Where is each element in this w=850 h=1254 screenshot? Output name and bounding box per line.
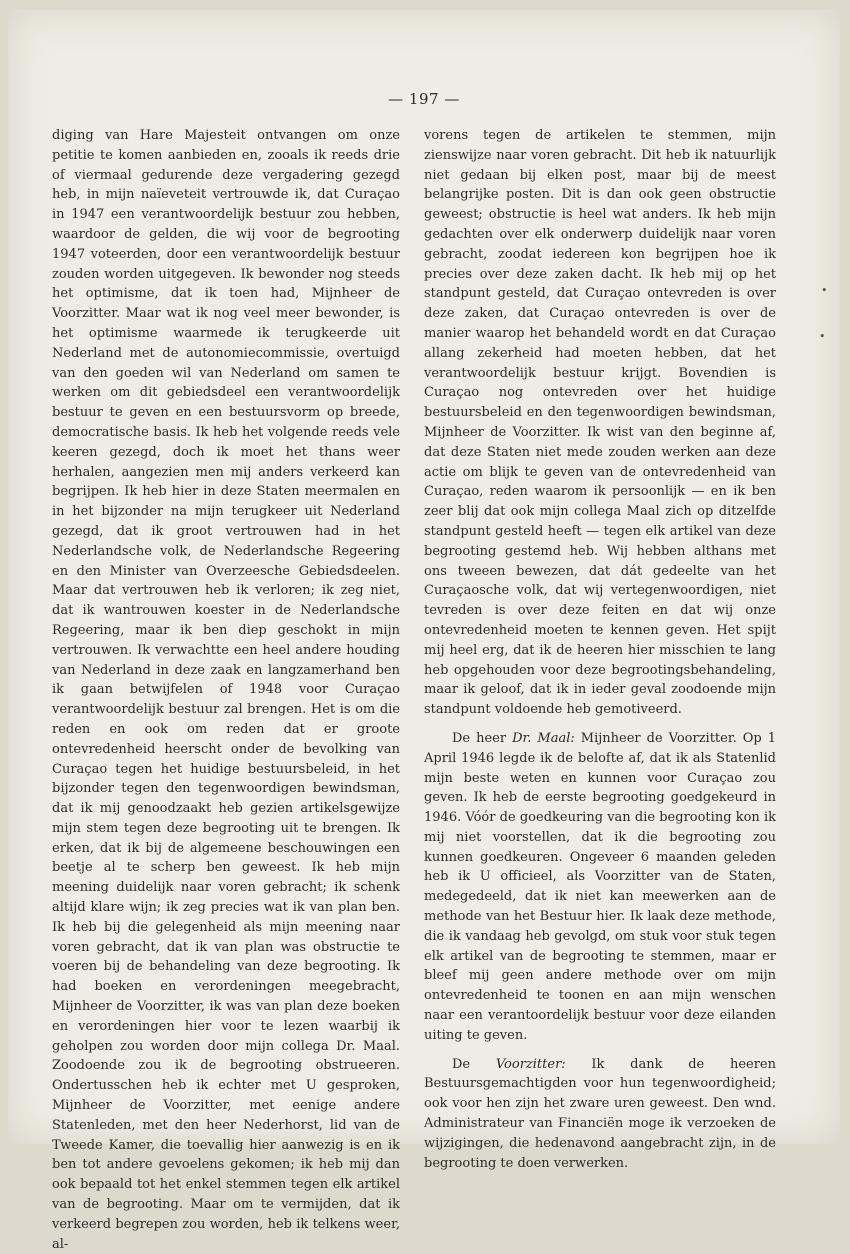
speaker-name: Dr. Maal:	[512, 730, 575, 746]
margin-dot-mark: •	[821, 284, 828, 297]
paragraph-text: Mijnheer de Voorzitter. Op 1 April 1946 legde ik de belofte af, dat ik als Statenlid mijn beste weten en kunnen voor Curaçao zou geven. Ik heb de eerste begrooting goedgekeurd in 1946. Vóór de goedkeuring van die begrooting kon ik mij niet voorstellen, dat ik die begrooting zou kunnen goedkeuren. Ongeveer 6 maanden geleden heb ik U officieel, als Voorzitter van de Staten, medegedeeld, dat ik niet kan meewerken aan de methode van het Bestuur hier. Ik laak deze methode, die ik vandaag heb gevolgd, om stuk voor stuk tegen elk artikel van de begrooting te stemmen, maar er bleef mij geen andere methode over om mijn ontevredenheid te toonen en aan mijn wenschen naar een verantoordelijk bestuur voor deze eilanden uiting te geven.	[424, 730, 776, 1043]
document-page	[8, 10, 840, 1252]
page-number: — 197 —	[388, 90, 460, 108]
right-column	[424, 126, 776, 1173]
paragraph-prefix: De	[452, 1056, 496, 1072]
right-paragraph-2	[424, 729, 776, 1046]
right-paragraph-3	[424, 1055, 776, 1174]
right-paragraph-1: vorens tegen de artikelen te stemmen, mijn zienswijze naar voren gebracht. Dit heb ik natuurlijk niet gedaan bij elken post, maar bij de meest belangrijke posten. Dit is dan ook geen obstructie geweest; obstructie is heel wat anders. Ik heb mijn gedachten over elk onderwerp duidelijk naar voren gebracht, zoodat iedereen kon begrijpen hoe ik precies over deze zaken dacht. Ik heb mij op het standpunt gesteld, dat Curaçao ontevreden is over deze zaken, dat Curaçao ontevreden is over de manier waarop het behandeld wordt en dat Curaçao allang zekerheid had moeten hebben, dat het verantwoordelijk bestuur krijgt. Bovendien is Curaçao nog ontevreden over het huidige bestuursbeleid en den tegenwoordigen bewindsman, Mijnheer de Voorzitter. Ik wist van den beginne af, dat deze Staten niet mede zouden werken aan deze actie om blijk te geven van de ontevredenheid van Curaçao, reden waarom ik persoonlijk — en ik ben zeer blij dat ook mijn collega Maal zich op ditzelfde standpunt gesteld heeft — tegen elk artikel van deze begrooting gestemd heb. Wij hebben althans met ons tweeen bewezen, dat dát gedeelte van het Curaçaosche volk, dat wij vertegenwoordigen, niet tevreden is over deze feiten en dat wij onze ontevredenheid moeten te kennen geven. Het spijt mij heel erg, dat ik de heeren hier misschien te lang heb opgehouden voor deze begrootingsbehandeling, maar ik geloof, dat ik in ieder geval zoodoende mijn standpunt voldoende heb gemotiveerd.	[424, 128, 776, 718]
paragraph-prefix: De heer	[452, 730, 513, 746]
left-paragraph-1: diging van Hare Majesteit ontvangen om onze petitie te komen aanbieden en, zooals ik reeds drie of viermaal gedurende deze vergadering gezegd heb, in mijn naïeveteit vertrouwde ik, dat Curaçao in 1947 een verantwoordelijk bestuur zou hebben, waardoor de gelden, die wij voor de begrooting 1947 voteerden, door een verantwoordelijk bestuur zouden worden uitgegeven. Ik bewonder nog steeds het optimisme, dat ik toen had, Mijnheer de Voorzitter. Maar wat ik nog veel meer bewonder, is het optimisme waarmede ik terugkeerde uit Nederland met de autonomiecommissie, overtuigd van den goeden wil van Nederland om samen te werken om dit gebiedsdeel een verantwoordelijk bestuur te geven en een bestuursvorm op breede, democratische basis. Ik heb het volgende reeds vele keeren gezegd, doch ik moet het thans weer herhalen, aangezien men mij anders verkeerd kan begrijpen. Ik heb hier in deze Staten meermalen en in het bijzonder na mijn terugkeer uit Nederland gezegd, dat ik groot vertrouwen had in het Nederlandsche volk, de Nederlandsche Regeering en den Minister van Overzeesche Gebiedsdeelen. Maar dat vertrouwen heb ik verloren; ik zeg niet, dat ik wantrouwen koester in de Nederlandsche Regeering, maar ik ben diep geschokt in mijn vertrouwen. Ik verwachtte een heel andere houding van Nederland in deze zaak en langzamerhand ben ik gaan betwijfelen of 1948 voor Curaçao verantwoordelijk bestuur zal brengen. Het is om die reden en ook om reden dat er groote ontevredenheid heerscht onder de bevolking van Curaçao tegen het huidige bestuursbeleid, in het bijzonder tegen den tegenwoordigen bewindsman, dat ik mij genoodzaakt heb gezien artikelsgewijze mijn stem tegen deze begrooting uit te brengen. Ik erken, dat ik bij de algemeene beschouwingen een beetje al te scherp ben geweest. Ik heb mijn meening duidelijk naar voren gebracht; ik schenk altijd klare wijn; ik zeg precies wat ik van plan ben. Ik heb bij die gelegenheid als mijn meening naar voren gebracht, dat ik van plan was obstructie te voeren bij de behandeling van deze begrooting. Ik had boeken en verordeningen meegebracht, Mijnheer de Voorzitter, ik was van plan deze boeken en verordeningen hier voor te lezen waarbij ik geholpen zou worden door mijn collega Dr. Maal. Zoodoende zou ik de begrooting obstrueeren. Ondertusschen heb ik echter met U gesproken, Mijnheer de Voorzitter, met eenige andere Statenleden, met den heer Nederhorst, lid van de Tweede Kamer, die toevallig hier aanwezig is en ik ben tot andere gevoelens gekomen; ik heb mij dan ook bepaald tot het enkel stemmen tegen elk artikel van de begrooting. Maar om te vermijden, dat ik verkeerd begrepen zou worden, heb ik telkens weer, al-	[52, 128, 400, 1252]
paragraph-text: Ik dank de heeren Bestuursgemachtigden voor hun tegenwoordigheid; ook voor hen zijn het zware uren geweest. Den wnd. Administrateur van Financiën moge ik verzoeken de wijzigingen, die hedenavond aangebracht zijn, in de begrooting te doen verwerken.	[424, 1056, 777, 1171]
left-column	[52, 126, 400, 1254]
margin-dot-mark: •	[819, 330, 826, 343]
speaker-name: Voorzitter:	[495, 1056, 566, 1072]
